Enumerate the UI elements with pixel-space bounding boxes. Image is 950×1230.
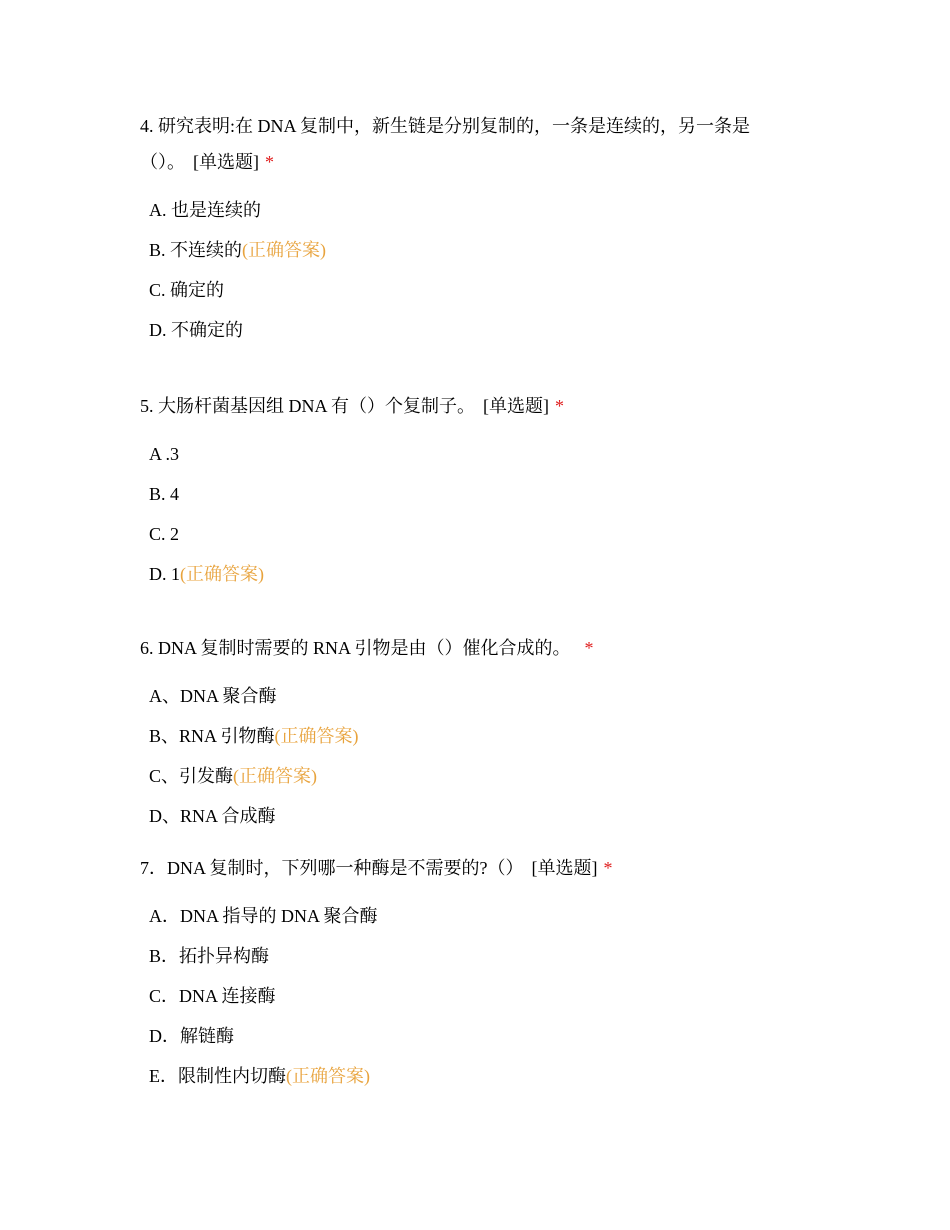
option-c: C．DNA 连接酶 [149,986,276,1006]
required-star: * [555,396,565,416]
option-a: A、DNA 聚合酶 [149,686,277,706]
option-list [140,896,800,1096]
question-text: 5. 大肠杆菌基因组 DNA 有（）个复制子。 [140,396,476,416]
question-title [140,850,800,886]
question-type-tag: [单选题] [531,858,598,878]
required-star: * [584,638,594,658]
question-text: 6. DNA 复制时需要的 RNA 引物是由（）催化合成的。 [140,638,571,658]
question-4 [140,108,800,350]
question-title [140,388,800,424]
question-type-tag: [单选题] [193,152,259,172]
option-list [140,676,800,836]
question-7 [140,850,800,1096]
option-c: C、引发酶(正确答案) [149,766,318,786]
question-type-tag: [单选题] [483,396,550,416]
option-d: D．解链酶 [149,1026,234,1046]
correct-answer-mark: (正确答案) [274,726,359,746]
required-star: * [265,152,274,172]
question-5 [140,388,800,594]
option-b: B．拓扑异构酶 [149,946,270,966]
question-text: 7．DNA 复制时，下列哪一种酶是不需要的?（） [140,858,524,878]
question-title [140,108,800,180]
correct-answer-mark: (正确答案) [286,1066,370,1086]
option-list [140,434,800,594]
question-6 [140,630,800,836]
question-text-continued: （）。 [140,152,185,172]
option-b: B、RNA 引物酶(正确答案) [149,726,359,746]
option-e: E．限制性内切酶(正确答案) [149,1066,370,1086]
option-c: C. 确定的 [149,280,225,300]
option-b: B. 4 [149,484,180,504]
question-text: 4. 研究表明:在 DNA 复制中，新生链是分别复制的，一条是连续的，另一条是 [140,116,751,136]
correct-answer-mark: (正确答案) [242,240,327,260]
question-title [140,630,800,666]
option-a: A. 也是连续的 [149,200,261,220]
correct-answer-mark: (正确答案) [180,564,264,584]
required-star: * [603,858,613,878]
option-d: D、RNA 合成酶 [149,806,276,826]
option-c: C. 2 [149,524,180,544]
option-list [140,190,800,350]
option-d: D. 1(正确答案) [149,564,264,584]
option-a: A．DNA 指导的 DNA 聚合酶 [149,906,378,926]
correct-answer-mark: (正确答案) [233,766,318,786]
option-a: A .3 [149,444,180,464]
option-d: D. 不确定的 [149,320,243,340]
option-b: B. 不连续的(正确答案) [149,240,327,260]
